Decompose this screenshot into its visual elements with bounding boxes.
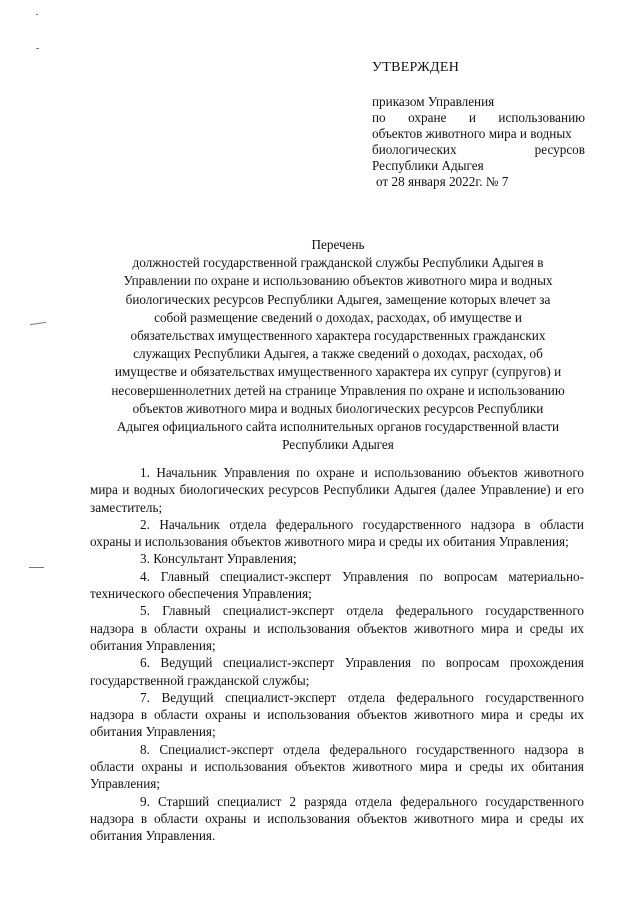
approval-block [372,60,585,190]
list-item: 9. Старший специалист 2 разряда отдела федерального государственного надзора в области охраны и использования объектов животного мира и среды их обитания Управления. [90,793,584,844]
title-line: биологических ресурсов Республики Адыгея, замещение которых влечет за [125,291,551,307]
approval-heading: УТВЕРЖДЕН [372,60,460,75]
list-item: 3. Консультант Управления; [140,551,297,567]
document-title [108,236,568,454]
list-item: 1. Начальник Управления по охране и использованию объектов животного мира и водных биологических ресурсов Республики Адыгея (далее Управление) и его заместитель; [90,465,584,515]
title-line: несовершеннолетних детей на странице Управления по охране и использованию [111,382,565,398]
title-line: обязательствах имущественного характера государственных гражданских [130,328,546,344]
scan-mark [30,322,46,325]
list-item: 8. Специалист-эксперт отдела федерального государственного надзора в области охраны и использования объектов животного мира и среды их обитания Управления; [90,741,584,792]
title-line: собой размещение сведений о доходах, расходах, об имуществе и [154,309,522,325]
title-line: Управлении по охране и использованию объектов животного мира и водных [123,273,553,289]
title-line: Адыгея официального сайта исполнительных органов государственной власти [116,419,560,435]
list-item: 4. Главный специалист-эксперт Управления по вопросам материально-технического обеспечения Управления; [90,568,584,602]
list-item: 7. Ведущий специалист-эксперт отдела федерального государственного надзора в области охраны и использования объектов животного мира и среды их обитания Управления; [90,689,584,740]
approval-date: от 28 января 2022г. № 7 [376,174,509,189]
approval-line: объектов животного мира и водных [372,126,572,141]
title-heading: Перечень [311,237,365,252]
list-item: 5. Главный специалист-эксперт отдела федерального государственного надзора в области охраны и использования объектов животного мира и среды их обитания Управления; [90,603,584,653]
scan-mark [36,14,38,15]
title-line: имуществе и обязательствах имущественного характера их супруг (супругов) и [114,364,562,380]
approval-line: Республики Адыгея [372,158,484,173]
approval-line: по охране и использованию [372,110,585,125]
title-line: Республики Адыгея [282,437,394,453]
approval-line: приказом Управления [372,94,495,109]
title-line: служащих Республики Адыгея, а также сведений о доходах, расходах, об [133,346,543,362]
list-item: 6. Ведущий специалист-эксперт Управления по вопросам прохождения государственной гражданской службы; [90,655,584,688]
approval-line: биологических ресурсов [372,142,585,157]
title-line: объектов животного мира и водных биологических ресурсов Республики [132,400,544,416]
positions-list [90,464,584,845]
title-line: должностей государственной гражданской службы Республики Адыгея в [132,255,544,271]
scan-mark [36,48,39,49]
list-item: 2. Начальник отдела федерального государственного надзора в области охраны и использования объектов животного мира и среды их обитания Управления; [90,516,584,550]
scan-mark [29,567,44,568]
